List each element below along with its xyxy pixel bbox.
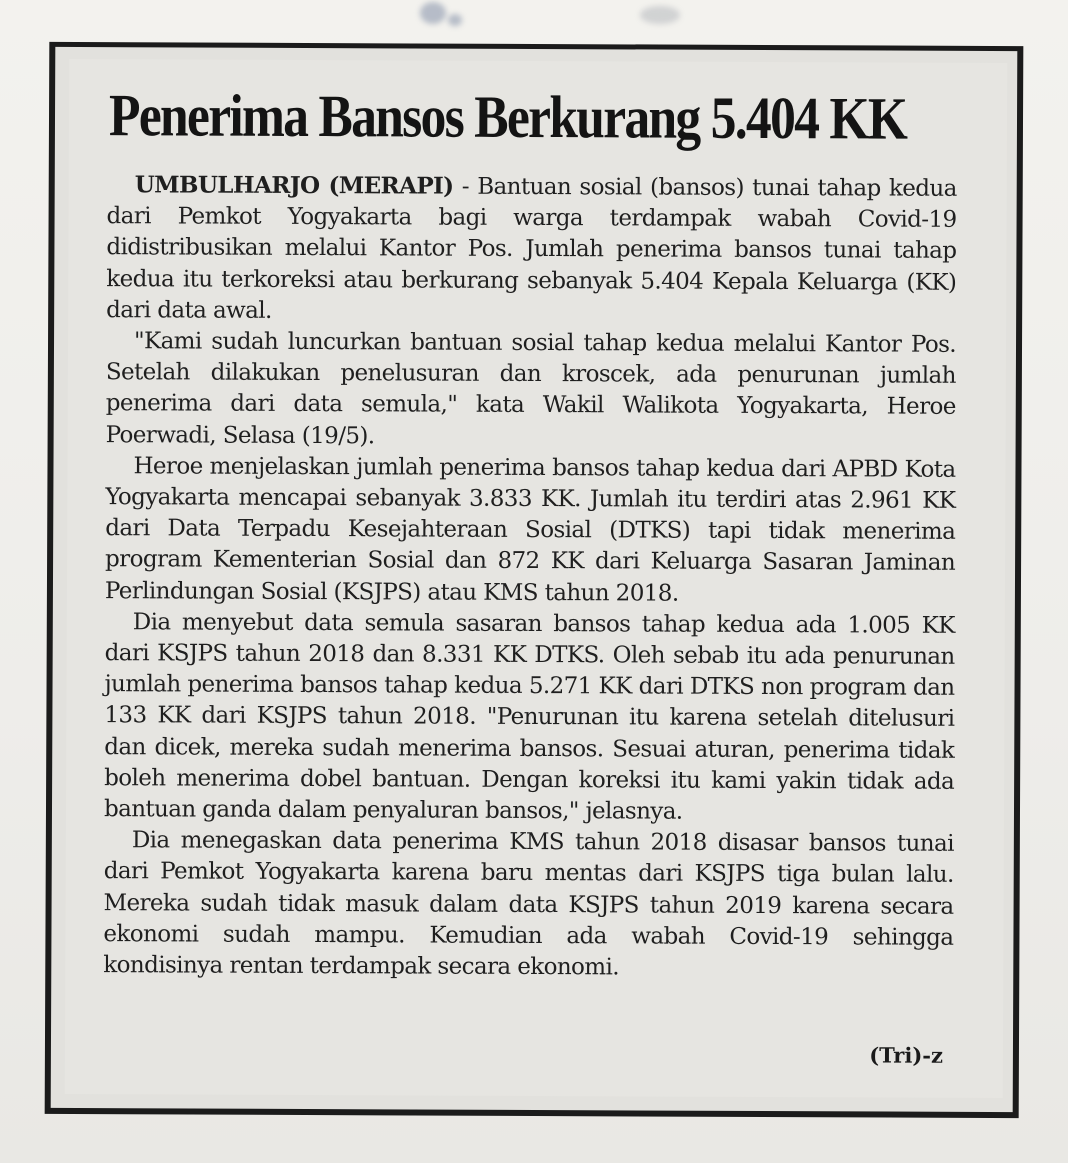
article-lead-text: - Bantuan sosial (bansos) tunai tahap kedua dari Pemkot Yogyakarta bagi warga terdampak wabah Covid-19 didistribusikan melalui Kantor Pos. Jumlah penerima bansos tunai tahap kedua itu terkoreksi atau berkurang sebanyak 5.404 Kepala Keluarga (KK) dari data awal.: [106, 173, 957, 324]
ink-smudge: [420, 2, 446, 24]
article-headline: Penerima Bansos Berkurang 5.404 KK: [108, 82, 907, 152]
ink-smudge: [448, 14, 462, 26]
article-paragraph: "Kami sudah luncurkan bantuan sosial tahap kedua melalui Kantor Pos. Setelah dilakukan penelusuran dan kroscek, ada penurunan jumlah penerima dari data semula," kata Wakil Walikota Yogyakarta, Heroe Poerwadi, Selasa (19/5).: [105, 328, 957, 449]
ink-smudge: [640, 6, 680, 24]
newspaper-clipping: [45, 42, 1024, 1118]
article-dateline: UMBULHARJO (MERAPI): [134, 171, 454, 200]
clipping-paper: [65, 59, 1008, 1098]
article-paragraph: Heroe menjelaskan jumlah penerima bansos tahap kedua dari APBD Kota Yogyakarta mencapai sebanyak 3.833 KK. Jumlah itu terdiri atas 2.961 KK dari Data Terpadu Kesejahteraan Sosial (DTKS) tapi tidak menerima program Kementerian Sosial dan 872 KK dari Keluarga Sasaran Jaminan Perlindungan Sosial (KSJPS) atau KMS tahun 2018.: [104, 453, 956, 607]
article-paragraph: Dia menyebut data semula sasaran bansos tahap kedua ada 1.005 KK dari KSJPS tahun 2018 dan 8.331 KK DTKS. Oleh sebab itu ada penurunan jumlah penerima bansos tahap kedua 5.271 KK dari DTKS non program dan 133 KK dari KSJPS tahun 2018. "Penurunan itu karena setelah ditelusuri dan dicek, mereka sudah menerima bansos. Sesuai aturan, penerima tidak boleh menerima dobel bantuan. Dengan koreksi itu kami yakin tidak ada bantuan ganda dalam penyaluran bansos," jelasnya.: [103, 609, 955, 825]
article-body: [103, 169, 957, 985]
article-byline: (Tri)-z: [869, 1042, 943, 1068]
article-paragraph: Dia menegaskan data penerima KMS tahun 2018 disasar bansos tunai dari Pemkot Yogyakarta karena baru mentas dari KSJPS tiga bulan lalu. Mereka sudah tidak masuk dalam data KSJPS tahun 2019 karena secara ekonomi sudah mampu. Kemudian ada wabah Covid-19 sehingga kondisinya rentan terdampak secara ekonomi.: [103, 827, 954, 981]
article-paragraph: [106, 169, 957, 330]
